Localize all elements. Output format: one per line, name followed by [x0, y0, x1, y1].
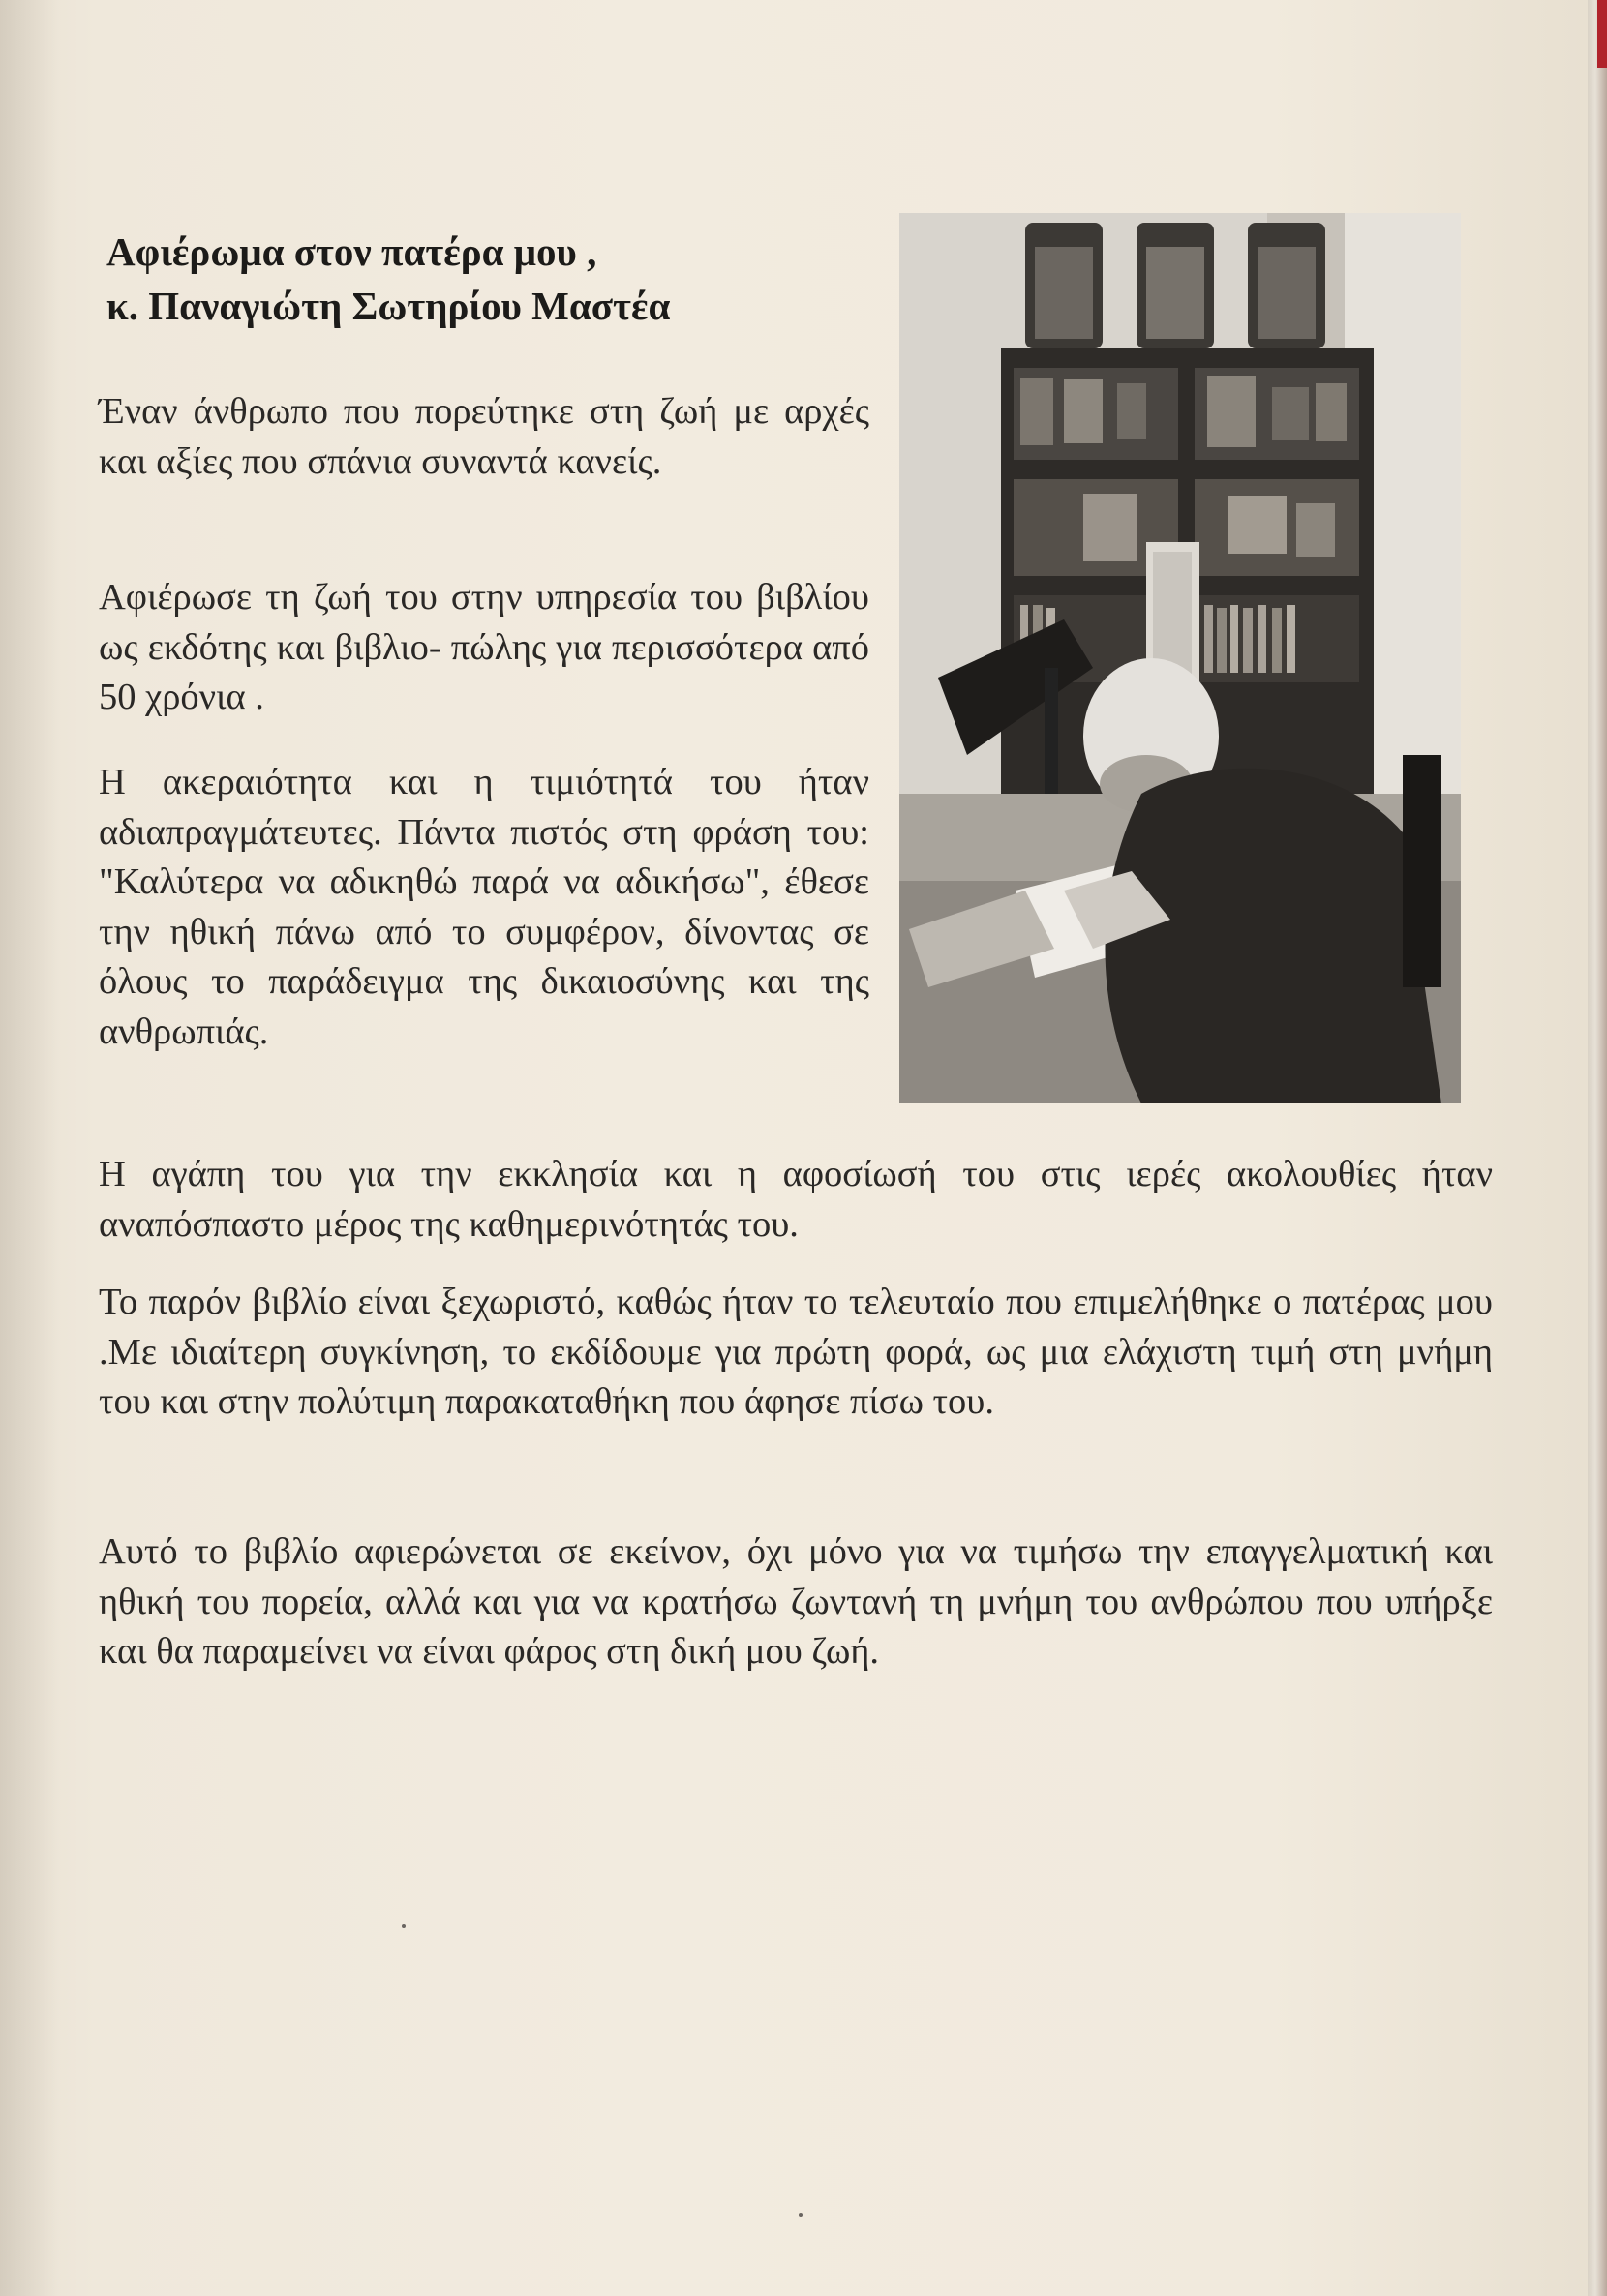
paragraph-2: Αφιέρωσε τη ζωή του στην υπηρεσία του βιβλίου ως εκδότης και βιβλιο- πώλης για περισσότερα από 50 χρόνια . — [99, 577, 869, 717]
paper-speck — [799, 2213, 803, 2217]
dedication-title-line-2: κ. Παναγιώτη Σωτηρίου Μαστέα — [106, 284, 671, 328]
paper-speck — [402, 1924, 406, 1928]
paragraph-3: Η ακεραιότητα και η τιμιότητά του ήταν αδιαπραγμάτευτες. Πάντα πιστός στη φράση του: "Καλύτερα να αδικηθώ παρά να αδικήσω", έθεσε την ηθική πάνω από το συμφέρον, δίνοντας σε όλους το παράδειγμα της δικαιοσύνης και της ανθρωπιάς. — [99, 762, 869, 1052]
paragraph-5: Το παρόν βιβλίο είναι ξεχωριστό, καθώς ήταν το τελευταίο που επιμελήθηκε ο πατέρας μου .Με ιδιαίτερη συγκίνηση, το εκδίδουμε για πρώτη φορά, ως μια ελάχιστη τιμή στη μνήμη του και στην πολύτιμη παρακαταθήκη που άφησε πίσω του. — [99, 1282, 1493, 1422]
portrait-photo — [899, 213, 1461, 1103]
page-edge — [1588, 0, 1607, 2296]
dedication-title-line-1: Αφιέρωμα στον πατέρα μου , — [106, 229, 597, 274]
cover-edge-tab — [1597, 0, 1607, 68]
paragraph-6: Αυτό το βιβλίο αφιερώνεται σε εκείνον, όχι μόνο για να τιμήσω την επαγγελματική και ηθική του πορεία, αλλά και για να κρατήσω ζωντανή τη μνήμη του ανθρώπου που υπήρξε και θα παραμείνει να είναι φάρος στη δική μου ζωή. — [99, 1531, 1493, 1672]
paragraph-1: Έναν άνθρωπο που πορεύτηκε στη ζωή με αρχές και αξίες που σπάνια συναντά κανείς. — [99, 391, 869, 482]
paragraph-4: Η αγάπη του για την εκκλησία και η αφοσίωσή του στις ιερές ακολουθίες ήταν αναπόσπαστο μέρος της καθημερινότητάς του. — [99, 1154, 1493, 1245]
portrait-photo-illustration — [899, 213, 1461, 1103]
dedication-heading — [106, 225, 881, 333]
